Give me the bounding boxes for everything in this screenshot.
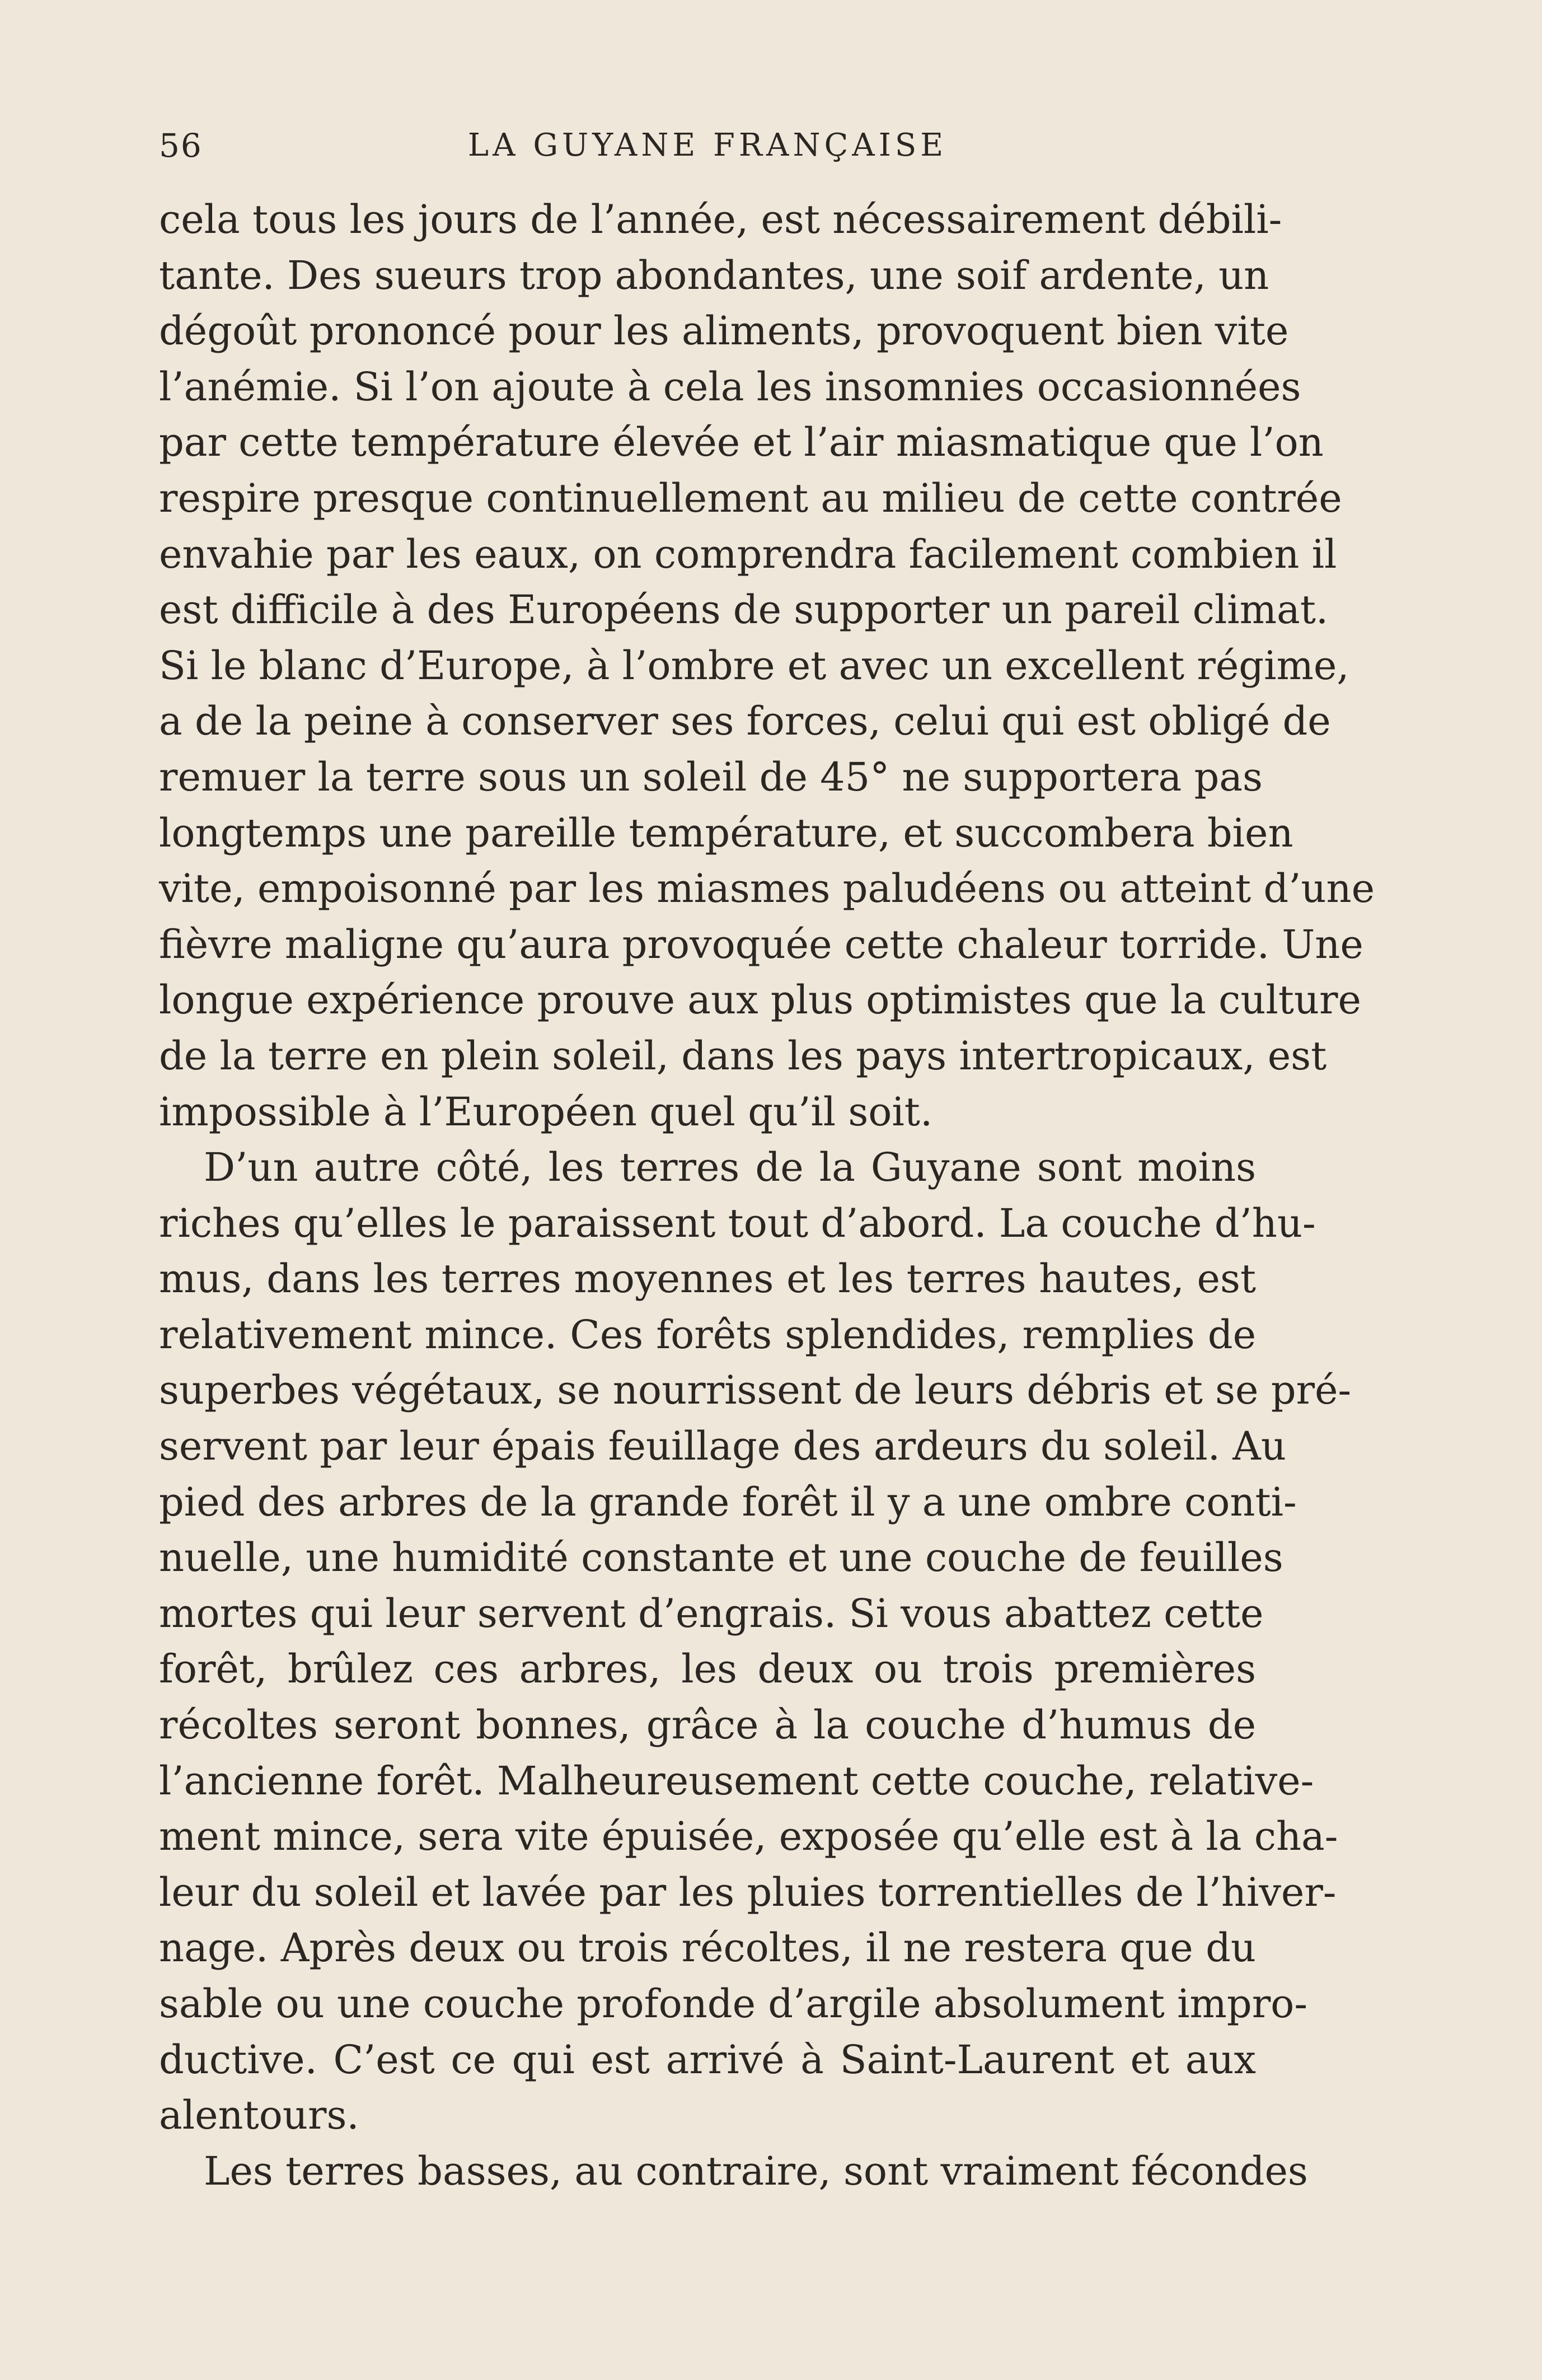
text-line: Si le blanc d’Europe, à l’ombre et avec un excellent régime, xyxy=(159,642,1349,689)
text-line: ment mince, sera vite épuisée, exposée qu’elle est à la cha- xyxy=(159,1813,1338,1860)
text-line: superbes végétaux, se nourrissent de leurs débris et se pré- xyxy=(159,1367,1352,1414)
text-line: envahie par les eaux, on comprendra facilement combien il xyxy=(159,531,1337,577)
text-line: servent par leur épais feuillage des ardeurs du soleil. Au xyxy=(159,1423,1286,1470)
text-line: nuelle, une humidité constante et une couche de feuilles xyxy=(159,1535,1283,1581)
text-line: dégoût prononcé pour les aliments, provoquent bien vite xyxy=(159,308,1289,354)
text-line: mus, dans les terres moyennes et les terres hautes, est xyxy=(159,1256,1256,1302)
text-line: remuer la terre sous un soleil de 45° ne supportera pas xyxy=(159,754,1263,800)
text-line: Les terres basses, au contraire, sont vraiment fécondes xyxy=(204,2148,1308,2194)
body-text xyxy=(159,192,1375,2199)
text-line: de la terre en plein soleil, dans les pays intertropicaux, est xyxy=(159,1032,1327,1079)
running-head: LA GUYANE FRANÇAISE xyxy=(467,127,948,163)
text-line: respire presque continuellement au milieu de cette contrée xyxy=(159,475,1342,521)
text-line: mortes qui leur servent d’engrais. Si vous abattez cette xyxy=(159,1590,1264,1636)
text-line: l’ancienne forêt. Malheureusement cette couche, relative- xyxy=(159,1757,1314,1804)
text-line: impossible à l’Européen quel qu’il soit. xyxy=(159,1088,933,1135)
text-line: longtemps une pareille température, et succombera bien xyxy=(159,810,1293,856)
text-line: leur du soleil et lavée par les pluies torrentielles de l’hiver- xyxy=(159,1869,1337,1915)
text-line: longue expérience prouve aux plus optimistes que la culture xyxy=(159,977,1361,1023)
text-line: sable ou une couche profonde d’argile absolument impro- xyxy=(159,1981,1307,2027)
text-line: est difficile à des Européens de supporter un pareil climat. xyxy=(159,587,1329,633)
text-line: pied des arbres de la grande forêt il y a une ombre conti- xyxy=(159,1479,1297,1525)
text-line: l’anémie. Si l’on ajoute à cela les insomnies occasionnées xyxy=(159,363,1301,410)
text-line: par cette température élevée et l’air miasmatique que l’on xyxy=(159,419,1324,466)
text-line: cela tous les jours de l’année, est nécessairement débili- xyxy=(159,197,1282,242)
page-number: 56 xyxy=(159,127,203,165)
page-header xyxy=(159,123,1256,168)
text-line: D’un autre côté, les terres de la Guyane sont moins xyxy=(204,1144,1256,1191)
text-line: ductive. C’est ce qui est arrivé à Saint-Laurent et aux xyxy=(159,2036,1256,2083)
text-line: alentours. xyxy=(159,2092,359,2139)
text-line: a de la peine à conserver ses forces, celui qui est obligé de xyxy=(159,698,1331,745)
text-line: relativement mince. Ces forêts splendides, remplies de xyxy=(159,1311,1256,1358)
text-line: riches qu’elles le paraissent tout d’abord. La couche d’hu- xyxy=(159,1200,1316,1246)
text-line: forêt, brûlez ces arbres, les deux ou trois premières xyxy=(159,1646,1256,1692)
text-line: tante. Des sueurs trop abondantes, une soif ardente, un xyxy=(159,252,1269,298)
text-line: nage. Après deux ou trois récoltes, il ne restera que du xyxy=(159,1925,1256,1971)
text-line: vite, empoisonné par les miasmes paludéens ou atteint d’une xyxy=(159,866,1375,912)
text-line: fièvre maligne qu’aura provoquée cette chaleur torride. Une xyxy=(159,921,1363,967)
text-line: récoltes seront bonnes, grâce à la couche d’humus de xyxy=(159,1702,1256,1748)
